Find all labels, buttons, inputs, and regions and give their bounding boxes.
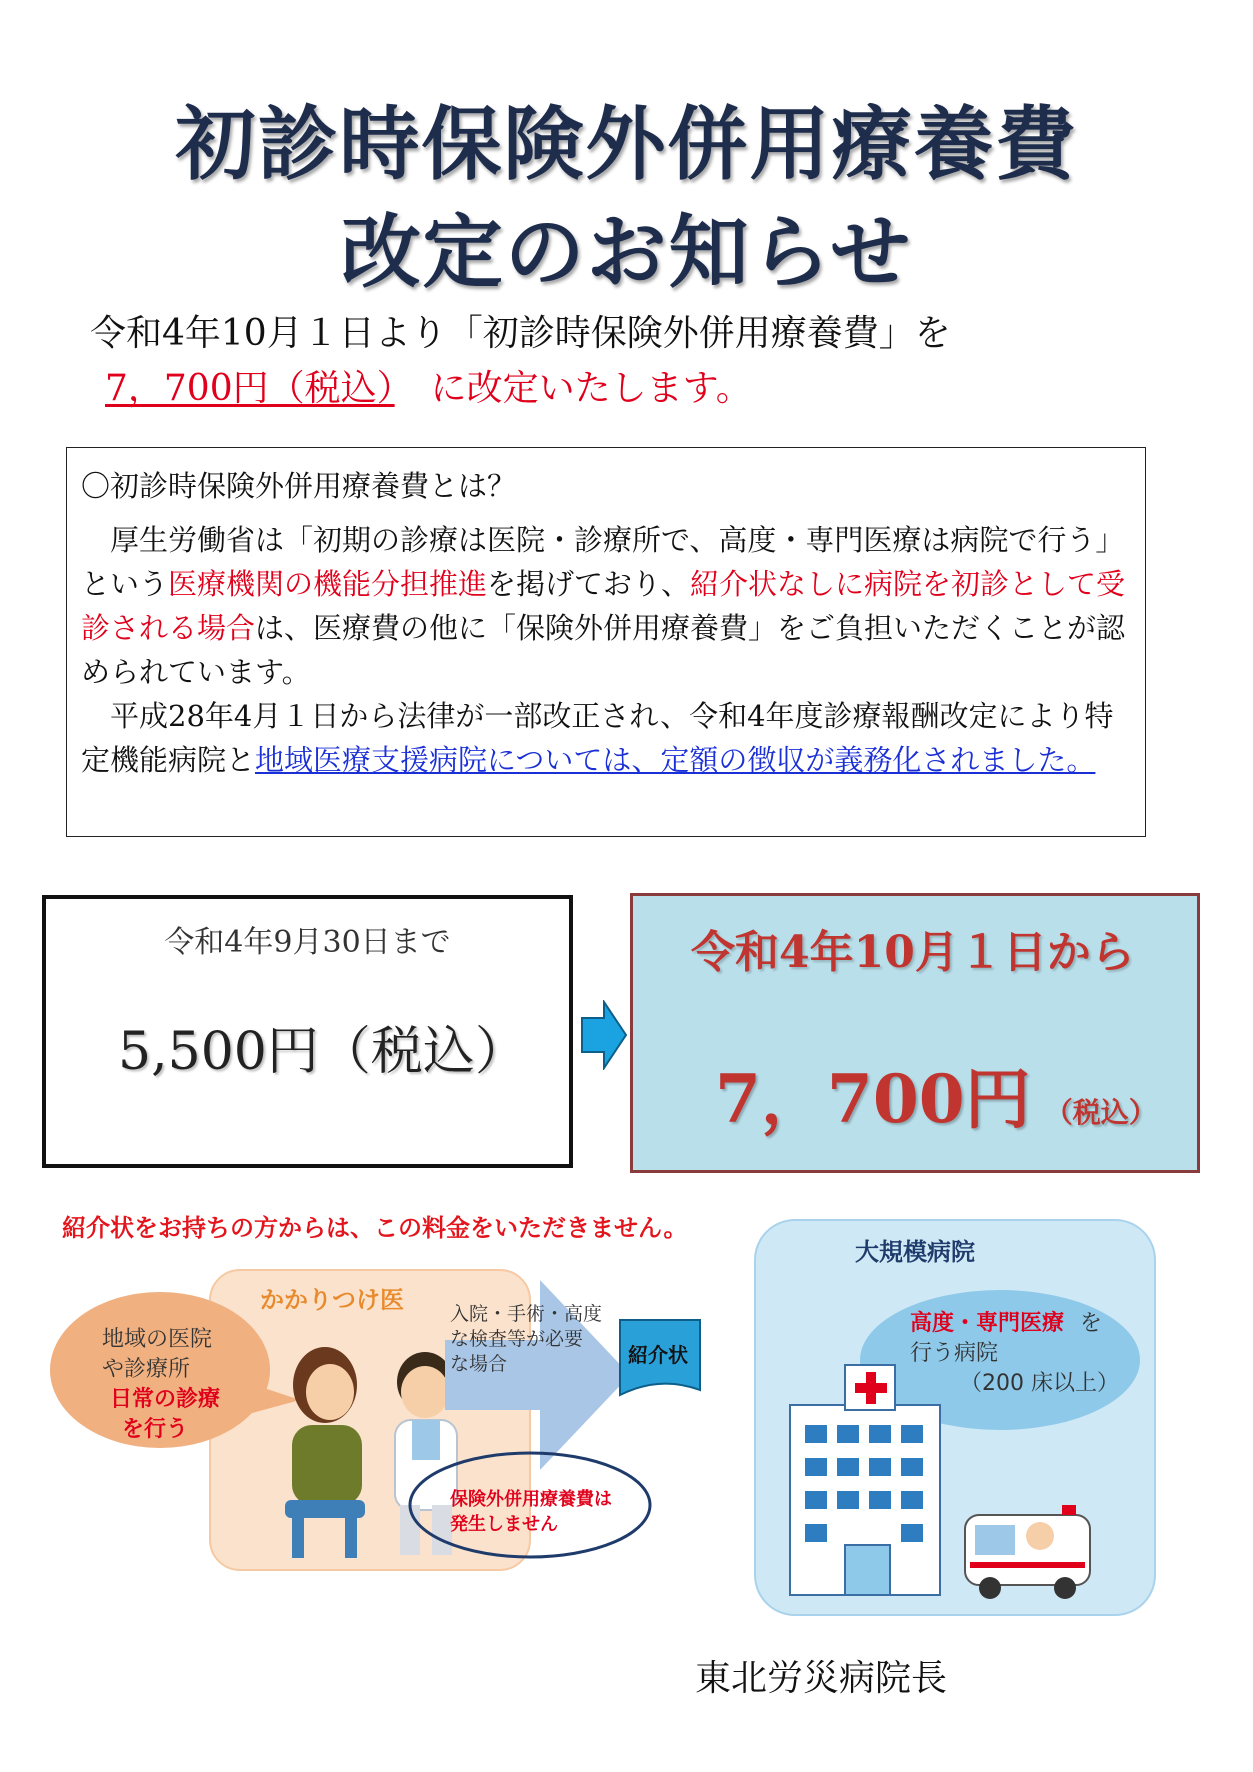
right-arrow-icon	[580, 1000, 628, 1070]
old-fee-amount: 5,500円（税込）	[118, 1022, 527, 1082]
intro-amount: 7，700円（税込）	[105, 368, 395, 409]
explanation-body	[81, 518, 1131, 782]
explanation-box	[66, 447, 1146, 837]
no-fee-line2: 発生しません	[450, 1514, 558, 1535]
arrow-text-line1: 入院・手術・高度	[450, 1303, 603, 1325]
clinic-bubble-line3: 日常の診療	[110, 1387, 221, 1412]
signature: 東北労災病院長	[695, 1658, 948, 1699]
ambulance-icon	[965, 1505, 1090, 1599]
new-fee-label: 令和4年10月１日から	[691, 927, 1135, 978]
hospital-bubble-b: 行う病院	[910, 1341, 999, 1366]
arrow-text-line3: な場合	[450, 1353, 508, 1375]
arrow-text-line2: な検査等が必要	[450, 1328, 584, 1350]
clinic-bubble-line1: 地域の医院	[102, 1327, 213, 1352]
new-fee-amount	[715, 1046, 1157, 1141]
explanation-text: 平成28年4月１日から法律が一部改正され、令和4年度診療報酬改定により特定機能病院と	[81, 699, 1114, 777]
hospital-bubble-red: 高度・専門医療	[910, 1311, 1065, 1336]
intro-line1: 令和4年10月１日より「初診時保険外併用療養費」を	[90, 313, 951, 354]
new-fee-value: 7，700円	[715, 1060, 1031, 1138]
new-fee-tax: （税込）	[1044, 1096, 1157, 1129]
explanation-highlight: 紹介状なしに病院を初診として受診される場合	[81, 567, 1126, 645]
clinic-bubble-line4: を行う	[122, 1417, 189, 1442]
page-title-line2: 改定のお知らせ	[340, 206, 913, 299]
referral-notice: 紹介状をお持ちの方からは、この料金をいただきません。	[62, 1214, 688, 1242]
clinic-title: かかりつけ医	[260, 1286, 404, 1314]
intro-line2	[105, 360, 752, 411]
new-fee-box	[630, 893, 1200, 1173]
explanation-text: 厚生労働省は「初期の診療は医院・診療所で、高度・専門医療は病院で行う」という	[81, 523, 1125, 601]
old-fee-label: 令和4年9月30日まで	[164, 925, 451, 960]
no-fee-line1: 保険外併用療養費は	[450, 1489, 612, 1510]
page-title-line1: 初診時保険外併用療養費	[175, 98, 1078, 191]
explanation-link[interactable]: 地域医療支援病院については、定額の徴収が義務化されました。	[255, 743, 1096, 777]
explanation-text: を掲げており、	[487, 567, 691, 601]
old-fee-box	[42, 895, 573, 1168]
explanation-heading: 〇初診時保険外併用療養費とは？	[81, 469, 517, 503]
explanation-highlight: 医療機関の機能分担推進	[168, 567, 488, 601]
referral-flow-illustration	[40, 1200, 1220, 1620]
intro-line2-rest: に改定いたします。	[394, 368, 752, 409]
clinic-bubble-line2: や診療所	[102, 1357, 191, 1382]
referral-label: 紹介状	[628, 1343, 688, 1367]
hospital-bubble-a: を	[1080, 1311, 1103, 1336]
explanation-text: は、医療費の他に「保険外併用療養費」をご負担いただくことが認められています。	[81, 611, 1126, 689]
hospital-title: 大規模病院	[855, 1238, 975, 1266]
hospital-bubble-c: （200 床以上）	[960, 1371, 1119, 1396]
